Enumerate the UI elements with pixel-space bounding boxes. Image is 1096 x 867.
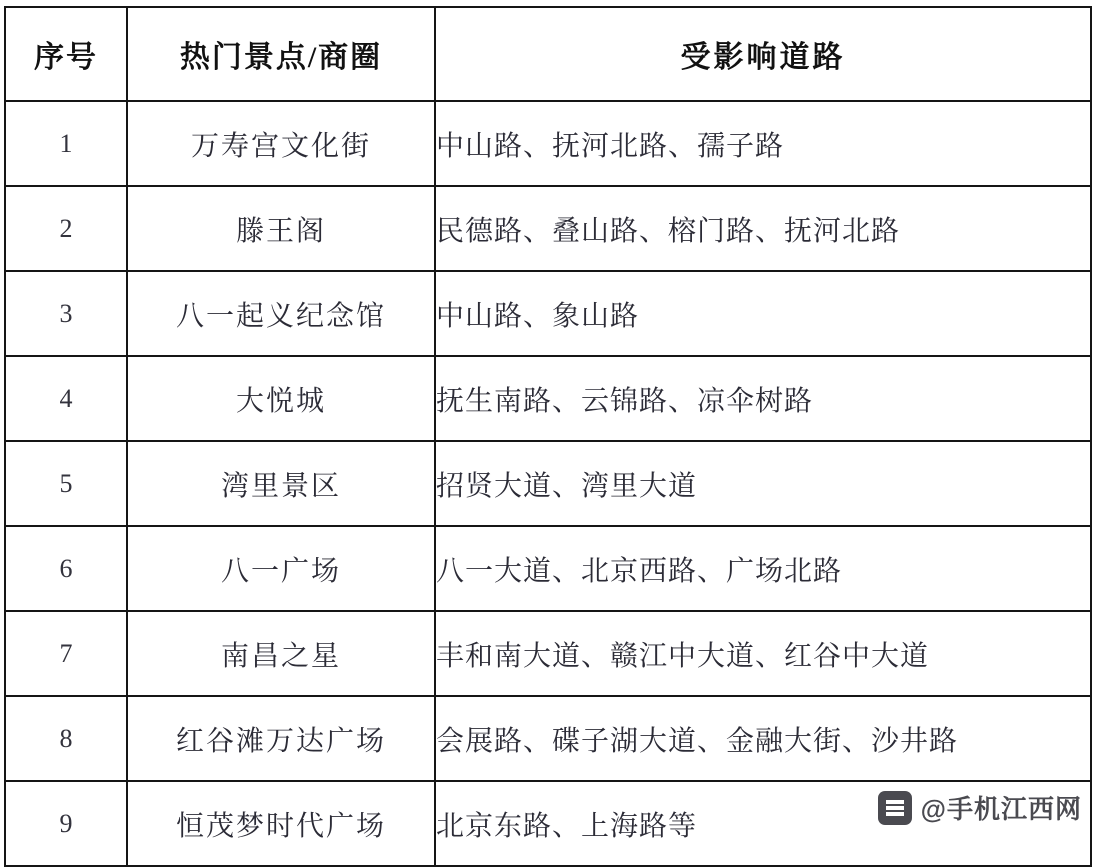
cell-roads: 抚生南路、云锦路、凉伞树路 xyxy=(435,356,1091,441)
cell-roads: 中山路、抚河北路、孺子路 xyxy=(435,101,1091,186)
table-row xyxy=(5,696,1091,781)
table-row xyxy=(5,526,1091,611)
table-row xyxy=(5,611,1091,696)
cell-spot: 万寿宫文化街 xyxy=(127,101,435,186)
cell-index: 5 xyxy=(5,441,127,526)
cell-roads: 民德路、叠山路、榕门路、抚河北路 xyxy=(435,186,1091,271)
column-header-spot: 热门景点/商圈 xyxy=(127,7,435,101)
table-row xyxy=(5,186,1091,271)
cell-roads: 招贤大道、湾里大道 xyxy=(435,441,1091,526)
cell-spot: 恒茂梦时代广场 xyxy=(127,781,435,866)
table-row xyxy=(5,356,1091,441)
watermark-text: @手机江西网 xyxy=(920,794,1082,824)
cell-roads: 北京东路、上海路等 xyxy=(435,781,1091,866)
cell-index: 6 xyxy=(5,526,127,611)
cell-index: 2 xyxy=(5,186,127,271)
cell-spot: 八一广场 xyxy=(127,526,435,611)
cell-roads: 丰和南大道、赣江中大道、红谷中大道 xyxy=(435,611,1091,696)
cell-index: 4 xyxy=(5,356,127,441)
cell-roads: 中山路、象山路 xyxy=(435,271,1091,356)
table-row xyxy=(5,271,1091,356)
toutiao-logo-icon xyxy=(878,791,912,825)
cell-spot: 八一起义纪念馆 xyxy=(127,271,435,356)
cell-index: 7 xyxy=(5,611,127,696)
cell-spot: 南昌之星 xyxy=(127,611,435,696)
cell-spot: 湾里景区 xyxy=(127,441,435,526)
cell-spot: 大悦城 xyxy=(127,356,435,441)
table-row xyxy=(5,101,1091,186)
column-header-roads: 受影响道路 xyxy=(435,7,1091,101)
cell-index: 9 xyxy=(5,781,127,866)
cell-spot: 红谷滩万达广场 xyxy=(127,696,435,781)
cell-index: 1 xyxy=(5,101,127,186)
cell-index: 8 xyxy=(5,696,127,781)
column-header-index: 序号 xyxy=(5,7,127,101)
cell-spot: 滕王阁 xyxy=(127,186,435,271)
table-header-row xyxy=(5,7,1091,101)
table-row xyxy=(5,441,1091,526)
cell-roads: 八一大道、北京西路、广场北路 xyxy=(435,526,1091,611)
affected-roads-table xyxy=(4,6,1092,867)
cell-index: 3 xyxy=(5,271,127,356)
cell-roads: 会展路、碟子湖大道、金融大街、沙井路 xyxy=(435,696,1091,781)
watermark xyxy=(878,789,1082,826)
